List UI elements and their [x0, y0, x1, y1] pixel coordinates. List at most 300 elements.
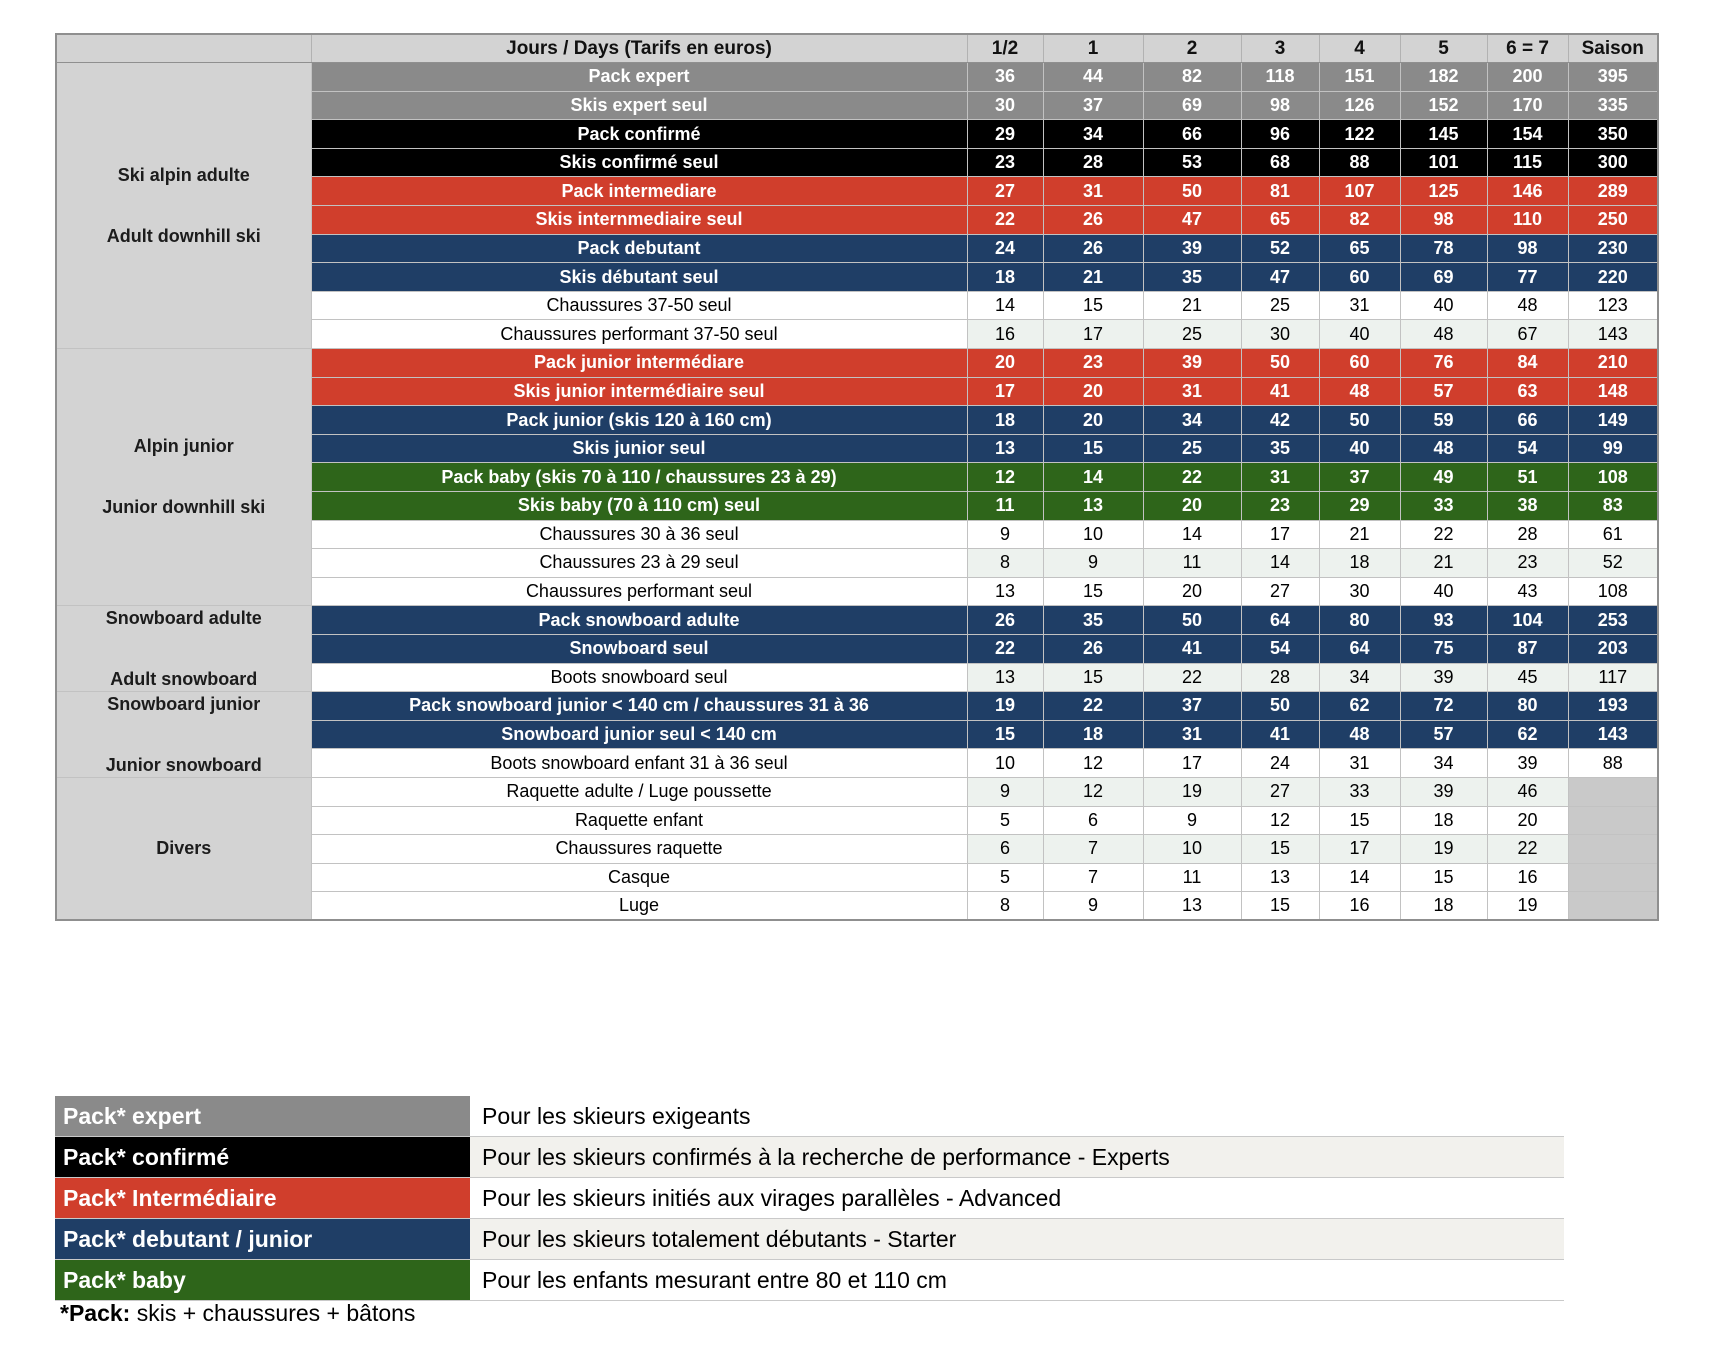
price-cell: 148	[1568, 377, 1658, 406]
price-cell: 35	[1143, 263, 1241, 292]
price-cell: 300	[1568, 148, 1658, 177]
price-row	[56, 349, 1658, 378]
price-cell: 203	[1568, 634, 1658, 663]
footnote-text: skis + chaussures + bâtons	[130, 1300, 416, 1326]
season-blank-cell	[1568, 806, 1658, 835]
price-cell: 21	[1400, 549, 1487, 578]
day-header: 5	[1400, 34, 1487, 63]
price-cell: 13	[967, 663, 1043, 692]
price-cell: 17	[1319, 835, 1400, 864]
item-label-cell: Skis junior intermédiaire seul	[311, 377, 967, 406]
price-cell: 40	[1319, 320, 1400, 349]
price-cell: 12	[1043, 777, 1143, 806]
price-cell: 18	[1400, 806, 1487, 835]
price-cell: 22	[967, 634, 1043, 663]
price-cell: 193	[1568, 692, 1658, 721]
price-cell: 83	[1568, 492, 1658, 521]
price-cell: 15	[1400, 863, 1487, 892]
category-label-fr: Alpin junior	[133, 436, 234, 457]
price-cell: 15	[1319, 806, 1400, 835]
price-cell: 77	[1487, 263, 1568, 292]
price-cell: 41	[1241, 377, 1319, 406]
price-cell: 27	[1241, 577, 1319, 606]
price-cell: 62	[1319, 692, 1400, 721]
price-cell: 50	[1241, 349, 1319, 378]
price-cell: 26	[1043, 234, 1143, 263]
price-cell: 41	[1143, 634, 1241, 663]
price-cell: 10	[967, 749, 1043, 778]
price-cell: 11	[967, 492, 1043, 521]
price-cell: 6	[967, 835, 1043, 864]
price-cell: 101	[1400, 148, 1487, 177]
item-label-cell: Pack junior (skis 120 à 160 cm)	[311, 406, 967, 435]
table-header-row	[56, 34, 1658, 63]
price-cell: 28	[1043, 148, 1143, 177]
price-cell: 80	[1319, 606, 1400, 635]
price-cell: 26	[1043, 634, 1143, 663]
price-cell: 14	[1043, 463, 1143, 492]
legend-label: Pack* expert	[55, 1096, 470, 1136]
price-cell: 15	[967, 720, 1043, 749]
day-header: 1	[1043, 34, 1143, 63]
price-cell: 41	[1241, 720, 1319, 749]
price-cell: 34	[1400, 749, 1487, 778]
price-cell: 15	[1043, 663, 1143, 692]
price-cell: 18	[967, 263, 1043, 292]
price-cell: 14	[1143, 520, 1241, 549]
price-cell: 39	[1487, 749, 1568, 778]
price-cell: 39	[1143, 349, 1241, 378]
price-cell: 65	[1319, 234, 1400, 263]
price-cell: 22	[967, 206, 1043, 235]
price-cell: 115	[1487, 148, 1568, 177]
price-cell: 53	[1143, 148, 1241, 177]
price-row	[56, 777, 1658, 806]
price-cell: 154	[1487, 120, 1568, 149]
category-label-fr: Snowboard adulte	[105, 607, 262, 628]
price-cell: 118	[1241, 63, 1319, 92]
price-cell: 13	[1043, 492, 1143, 521]
category-label-en: Adult downhill ski	[106, 225, 261, 246]
price-cell: 19	[967, 692, 1043, 721]
category-label-en: Junior snowboard	[105, 754, 262, 775]
price-cell: 13	[1241, 863, 1319, 892]
price-cell: 88	[1568, 749, 1658, 778]
legend-description: Pour les skieurs confirmés à la recherche de performance - Experts	[470, 1137, 1564, 1177]
price-cell: 350	[1568, 120, 1658, 149]
category-label-en: Adult snowboard	[110, 668, 258, 689]
price-cell: 152	[1400, 91, 1487, 120]
item-label-cell: Skis junior seul	[311, 434, 967, 463]
price-cell: 30	[1319, 577, 1400, 606]
price-cell: 26	[967, 606, 1043, 635]
price-cell: 69	[1400, 263, 1487, 292]
price-cell: 84	[1487, 349, 1568, 378]
price-cell: 25	[1241, 291, 1319, 320]
price-cell: 9	[1043, 549, 1143, 578]
price-cell: 50	[1241, 692, 1319, 721]
day-header: 4	[1319, 34, 1400, 63]
item-label-cell: Pack debutant	[311, 234, 967, 263]
price-cell: 20	[967, 349, 1043, 378]
price-cell: 16	[1487, 863, 1568, 892]
price-cell: 59	[1400, 406, 1487, 435]
price-cell: 37	[1043, 91, 1143, 120]
price-cell: 9	[967, 520, 1043, 549]
price-cell: 146	[1487, 177, 1568, 206]
category-cell	[56, 692, 311, 778]
item-label-cell: Pack snowboard junior < 140 cm / chaussures 31 à 36	[311, 692, 967, 721]
item-label-cell: Skis débutant seul	[311, 263, 967, 292]
price-cell: 17	[1241, 520, 1319, 549]
price-cell: 26	[1043, 206, 1143, 235]
day-header: 6 = 7	[1487, 34, 1568, 63]
price-cell: 57	[1400, 720, 1487, 749]
season-blank-cell	[1568, 863, 1658, 892]
price-cell: 15	[1241, 835, 1319, 864]
price-cell: 8	[967, 549, 1043, 578]
price-cell: 42	[1241, 406, 1319, 435]
price-cell: 93	[1400, 606, 1487, 635]
price-row	[56, 63, 1658, 92]
item-label-cell: Pack junior intermédiare	[311, 349, 967, 378]
price-cell: 123	[1568, 291, 1658, 320]
price-cell: 88	[1319, 148, 1400, 177]
price-cell: 50	[1143, 606, 1241, 635]
price-cell: 122	[1319, 120, 1400, 149]
price-cell: 5	[967, 806, 1043, 835]
item-label-cell: Pack baby (skis 70 à 110 / chaussures 23 à 29)	[311, 463, 967, 492]
item-label-cell: Skis baby (70 à 110 cm) seul	[311, 492, 967, 521]
price-cell: 82	[1319, 206, 1400, 235]
legend-label: Pack* debutant / junior	[55, 1219, 470, 1259]
footnote-term: *Pack:	[60, 1300, 131, 1326]
price-cell: 19	[1487, 892, 1568, 921]
legend-row	[55, 1178, 1564, 1219]
price-cell: 75	[1400, 634, 1487, 663]
price-cell: 20	[1487, 806, 1568, 835]
price-cell: 44	[1043, 63, 1143, 92]
price-cell: 98	[1400, 206, 1487, 235]
season-blank-cell	[1568, 835, 1658, 864]
price-cell: 23	[1487, 549, 1568, 578]
price-cell: 99	[1568, 434, 1658, 463]
price-cell: 19	[1143, 777, 1241, 806]
price-cell: 21	[1319, 520, 1400, 549]
price-cell: 24	[967, 234, 1043, 263]
legend-description: Pour les skieurs initiés aux virages parallèles - Advanced	[470, 1178, 1564, 1218]
price-cell: 67	[1487, 320, 1568, 349]
price-cell: 72	[1400, 692, 1487, 721]
legend-label: Pack* Intermédiaire	[55, 1178, 470, 1218]
price-cell: 62	[1487, 720, 1568, 749]
price-cell: 335	[1568, 91, 1658, 120]
price-cell: 27	[967, 177, 1043, 206]
legend-row	[55, 1096, 1564, 1137]
price-cell: 45	[1487, 663, 1568, 692]
day-header: 1/2	[967, 34, 1043, 63]
item-label-cell: Casque	[311, 863, 967, 892]
price-cell: 7	[1043, 835, 1143, 864]
price-cell: 31	[1319, 291, 1400, 320]
price-cell: 87	[1487, 634, 1568, 663]
price-cell: 22	[1143, 663, 1241, 692]
price-cell: 40	[1319, 434, 1400, 463]
price-cell: 13	[967, 434, 1043, 463]
pricing-table	[55, 33, 1659, 921]
price-cell: 48	[1400, 434, 1487, 463]
price-cell: 98	[1241, 91, 1319, 120]
price-cell: 20	[1143, 577, 1241, 606]
price-cell: 60	[1319, 349, 1400, 378]
price-cell: 40	[1400, 577, 1487, 606]
price-cell: 37	[1319, 463, 1400, 492]
price-cell: 36	[967, 63, 1043, 92]
item-label-cell: Chaussures 30 à 36 seul	[311, 520, 967, 549]
price-cell: 12	[967, 463, 1043, 492]
item-label-cell: Snowboard junior seul < 140 cm	[311, 720, 967, 749]
price-cell: 230	[1568, 234, 1658, 263]
price-cell: 289	[1568, 177, 1658, 206]
legend-row	[55, 1137, 1564, 1178]
price-cell: 9	[1143, 806, 1241, 835]
legend-label: Pack* baby	[55, 1260, 470, 1300]
price-cell: 30	[1241, 320, 1319, 349]
price-cell: 10	[1143, 835, 1241, 864]
category-cell	[56, 349, 311, 606]
price-cell: 81	[1241, 177, 1319, 206]
price-cell: 28	[1241, 663, 1319, 692]
price-cell: 63	[1487, 377, 1568, 406]
price-cell: 15	[1043, 434, 1143, 463]
price-cell: 12	[1241, 806, 1319, 835]
price-cell: 31	[1043, 177, 1143, 206]
price-cell: 48	[1319, 720, 1400, 749]
price-cell: 17	[1043, 320, 1143, 349]
price-cell: 31	[1241, 463, 1319, 492]
price-cell: 65	[1241, 206, 1319, 235]
price-cell: 61	[1568, 520, 1658, 549]
price-cell: 29	[1319, 492, 1400, 521]
item-label-cell: Raquette enfant	[311, 806, 967, 835]
category-label-fr: Snowboard junior	[107, 693, 261, 714]
price-cell: 27	[1241, 777, 1319, 806]
price-cell: 182	[1400, 63, 1487, 92]
category-label-en: Junior downhill ski	[102, 497, 266, 518]
item-label-cell: Snowboard seul	[311, 634, 967, 663]
price-cell: 34	[1043, 120, 1143, 149]
price-cell: 33	[1400, 492, 1487, 521]
price-cell: 210	[1568, 349, 1658, 378]
price-cell: 143	[1568, 320, 1658, 349]
price-cell: 39	[1400, 663, 1487, 692]
price-cell: 22	[1043, 692, 1143, 721]
price-cell: 46	[1487, 777, 1568, 806]
price-cell: 31	[1319, 749, 1400, 778]
item-label-cell: Pack snowboard adulte	[311, 606, 967, 635]
price-cell: 143	[1568, 720, 1658, 749]
price-cell: 22	[1143, 463, 1241, 492]
price-cell: 48	[1319, 377, 1400, 406]
price-cell: 14	[1319, 863, 1400, 892]
day-header: 3	[1241, 34, 1319, 63]
price-cell: 54	[1241, 634, 1319, 663]
price-cell: 15	[1043, 291, 1143, 320]
price-cell: 66	[1487, 406, 1568, 435]
price-cell: 35	[1043, 606, 1143, 635]
item-label-cell: Pack confirmé	[311, 120, 967, 149]
item-label-cell: Boots snowboard enfant 31 à 36 seul	[311, 749, 967, 778]
price-cell: 34	[1319, 663, 1400, 692]
price-cell: 110	[1487, 206, 1568, 235]
price-cell: 20	[1043, 406, 1143, 435]
price-cell: 50	[1319, 406, 1400, 435]
price-cell: 23	[967, 148, 1043, 177]
price-cell: 50	[1143, 177, 1241, 206]
item-label-cell: Chaussures raquette	[311, 835, 967, 864]
price-cell: 22	[1400, 520, 1487, 549]
price-cell: 15	[1043, 577, 1143, 606]
price-cell: 48	[1400, 320, 1487, 349]
legend-description: Pour les skieurs totalement débutants - Starter	[470, 1219, 1564, 1259]
legend-label: Pack* confirmé	[55, 1137, 470, 1177]
price-cell: 69	[1143, 91, 1241, 120]
price-cell: 64	[1319, 634, 1400, 663]
price-cell: 39	[1143, 234, 1241, 263]
price-cell: 11	[1143, 863, 1241, 892]
price-cell: 80	[1487, 692, 1568, 721]
legend-row	[55, 1260, 1564, 1301]
price-cell: 17	[1143, 749, 1241, 778]
item-label-cell: Chaussures performant seul	[311, 577, 967, 606]
price-cell: 108	[1568, 463, 1658, 492]
price-cell: 8	[967, 892, 1043, 921]
price-cell: 96	[1241, 120, 1319, 149]
price-cell: 25	[1143, 320, 1241, 349]
price-cell: 82	[1143, 63, 1241, 92]
price-cell: 35	[1241, 434, 1319, 463]
day-header: Saison	[1568, 34, 1658, 63]
price-cell: 20	[1043, 377, 1143, 406]
price-cell: 9	[967, 777, 1043, 806]
price-cell: 23	[1043, 349, 1143, 378]
category-cell	[56, 63, 311, 349]
price-cell: 51	[1487, 463, 1568, 492]
price-cell: 253	[1568, 606, 1658, 635]
price-cell: 48	[1487, 291, 1568, 320]
price-cell: 220	[1568, 263, 1658, 292]
item-label-cell: Skis confirmé seul	[311, 148, 967, 177]
price-cell: 31	[1143, 377, 1241, 406]
price-cell: 18	[1400, 892, 1487, 921]
season-blank-cell	[1568, 892, 1658, 921]
price-cell: 78	[1400, 234, 1487, 263]
season-blank-cell	[1568, 777, 1658, 806]
price-cell: 16	[967, 320, 1043, 349]
category-label-fr: Ski alpin adulte	[117, 164, 250, 185]
price-cell: 18	[1043, 720, 1143, 749]
price-cell: 108	[1568, 577, 1658, 606]
item-label-cell: Chaussures 37-50 seul	[311, 291, 967, 320]
price-cell: 23	[1241, 492, 1319, 521]
price-cell: 145	[1400, 120, 1487, 149]
price-cell: 395	[1568, 63, 1658, 92]
item-label-cell: Skis expert seul	[311, 91, 967, 120]
price-cell: 13	[967, 577, 1043, 606]
price-cell: 25	[1143, 434, 1241, 463]
price-cell: 76	[1400, 349, 1487, 378]
price-cell: 47	[1143, 206, 1241, 235]
price-cell: 12	[1043, 749, 1143, 778]
price-cell: 68	[1241, 148, 1319, 177]
price-cell: 43	[1487, 577, 1568, 606]
item-label-cell: Raquette adulte / Luge poussette	[311, 777, 967, 806]
price-cell: 57	[1400, 377, 1487, 406]
price-cell: 33	[1319, 777, 1400, 806]
price-cell: 117	[1568, 663, 1658, 692]
item-label-cell: Pack expert	[311, 63, 967, 92]
price-cell: 149	[1568, 406, 1658, 435]
price-cell: 54	[1487, 434, 1568, 463]
price-cell: 37	[1143, 692, 1241, 721]
item-label-cell: Chaussures 23 à 29 seul	[311, 549, 967, 578]
price-cell: 52	[1568, 549, 1658, 578]
price-cell: 104	[1487, 606, 1568, 635]
price-cell: 18	[1319, 549, 1400, 578]
price-cell: 21	[1143, 291, 1241, 320]
price-cell: 15	[1241, 892, 1319, 921]
item-label-cell: Skis internmediaire seul	[311, 206, 967, 235]
category-cell	[56, 777, 311, 920]
price-cell: 21	[1043, 263, 1143, 292]
price-cell: 125	[1400, 177, 1487, 206]
item-label-cell: Chaussures performant 37-50 seul	[311, 320, 967, 349]
price-cell: 151	[1319, 63, 1400, 92]
price-cell: 98	[1487, 234, 1568, 263]
price-row	[56, 606, 1658, 635]
price-cell: 126	[1319, 91, 1400, 120]
price-cell: 40	[1400, 291, 1487, 320]
item-label-cell: Pack intermediare	[311, 177, 967, 206]
price-cell: 29	[967, 120, 1043, 149]
price-cell: 24	[1241, 749, 1319, 778]
price-cell: 9	[1043, 892, 1143, 921]
price-cell: 18	[967, 406, 1043, 435]
price-cell: 38	[1487, 492, 1568, 521]
legend-description: Pour les skieurs exigeants	[470, 1096, 1564, 1136]
day-header: 2	[1143, 34, 1241, 63]
days-header-label: Jours / Days (Tarifs en euros)	[311, 34, 967, 63]
table-corner-cell	[56, 34, 311, 63]
legend-row	[55, 1219, 1564, 1260]
price-cell: 19	[1400, 835, 1487, 864]
price-cell: 5	[967, 863, 1043, 892]
legend-description: Pour les enfants mesurant entre 80 et 110 cm	[470, 1260, 1564, 1300]
price-cell: 34	[1143, 406, 1241, 435]
category-cell	[56, 606, 311, 692]
price-cell: 11	[1143, 549, 1241, 578]
price-cell: 6	[1043, 806, 1143, 835]
price-row	[56, 692, 1658, 721]
item-label-cell: Boots snowboard seul	[311, 663, 967, 692]
price-cell: 16	[1319, 892, 1400, 921]
price-cell: 17	[967, 377, 1043, 406]
pack-legend	[55, 1096, 1564, 1301]
price-cell: 14	[967, 291, 1043, 320]
price-cell: 52	[1241, 234, 1319, 263]
price-cell: 20	[1143, 492, 1241, 521]
price-cell: 66	[1143, 120, 1241, 149]
